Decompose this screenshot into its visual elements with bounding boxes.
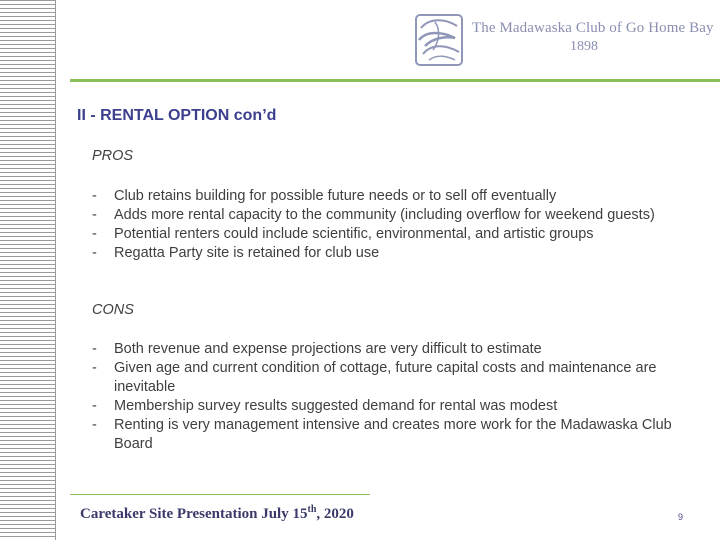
slide-title: II - RENTAL OPTION con’d (77, 107, 277, 124)
pros-item-text: Adds more rental capacity to the community (including overflow for weekend guests) (114, 207, 655, 223)
list-item (92, 206, 692, 225)
footer-divider (70, 494, 370, 495)
cons-heading: CONS (92, 302, 134, 318)
cons-item-text: Both revenue and expense projections are very difficult to estimate (114, 341, 542, 357)
bullet-dash: - (92, 398, 97, 414)
pros-item-text: Regatta Party site is retained for club use (114, 245, 380, 261)
bullet-dash: - (92, 188, 97, 204)
list-item (92, 225, 692, 244)
bullet-dash: - (92, 341, 97, 357)
bullet-dash: - (92, 207, 97, 223)
club-logo-text (472, 20, 714, 55)
footer-text: Caretaker Site Presentation July 15 (80, 506, 308, 522)
pros-item-text: Club retains building for possible future needs or to sell off eventually (114, 188, 557, 204)
club-emblem-icon (415, 14, 463, 66)
pros-list (92, 187, 692, 263)
cons-item-text: Renting is very management intensive and creates more work for the Madawaska Club Board (114, 417, 672, 452)
bullet-dash: - (92, 417, 97, 433)
pros-heading: PROS (92, 148, 134, 164)
list-item (92, 359, 692, 397)
bullet-dash: - (92, 245, 97, 261)
list-item (92, 397, 692, 416)
bullet-dash: - (92, 226, 97, 242)
cons-item-text: Membership survey results suggested demand for rental was modest (114, 398, 558, 414)
list-item (92, 244, 692, 263)
footer-caption (80, 504, 354, 523)
footer-superscript: th (307, 504, 317, 515)
page-number: 9 (678, 512, 684, 522)
decorative-stripe-bar (0, 0, 56, 540)
header-divider (70, 79, 720, 82)
pros-item-text: Potential renters could include scientific, environmental, and artistic groups (114, 226, 594, 242)
list-item (92, 187, 692, 206)
list-item (92, 416, 692, 454)
club-year: 1898 (570, 39, 598, 54)
cons-item-text: Given age and current condition of cottage, future capital costs and maintenance are inevitable (114, 360, 657, 395)
cons-list (92, 340, 692, 454)
list-item (92, 340, 692, 359)
club-name: The Madawaska Club of Go Home Bay (472, 20, 714, 36)
footer-text-end: , 2020 (316, 506, 354, 522)
bullet-dash: - (92, 360, 97, 376)
